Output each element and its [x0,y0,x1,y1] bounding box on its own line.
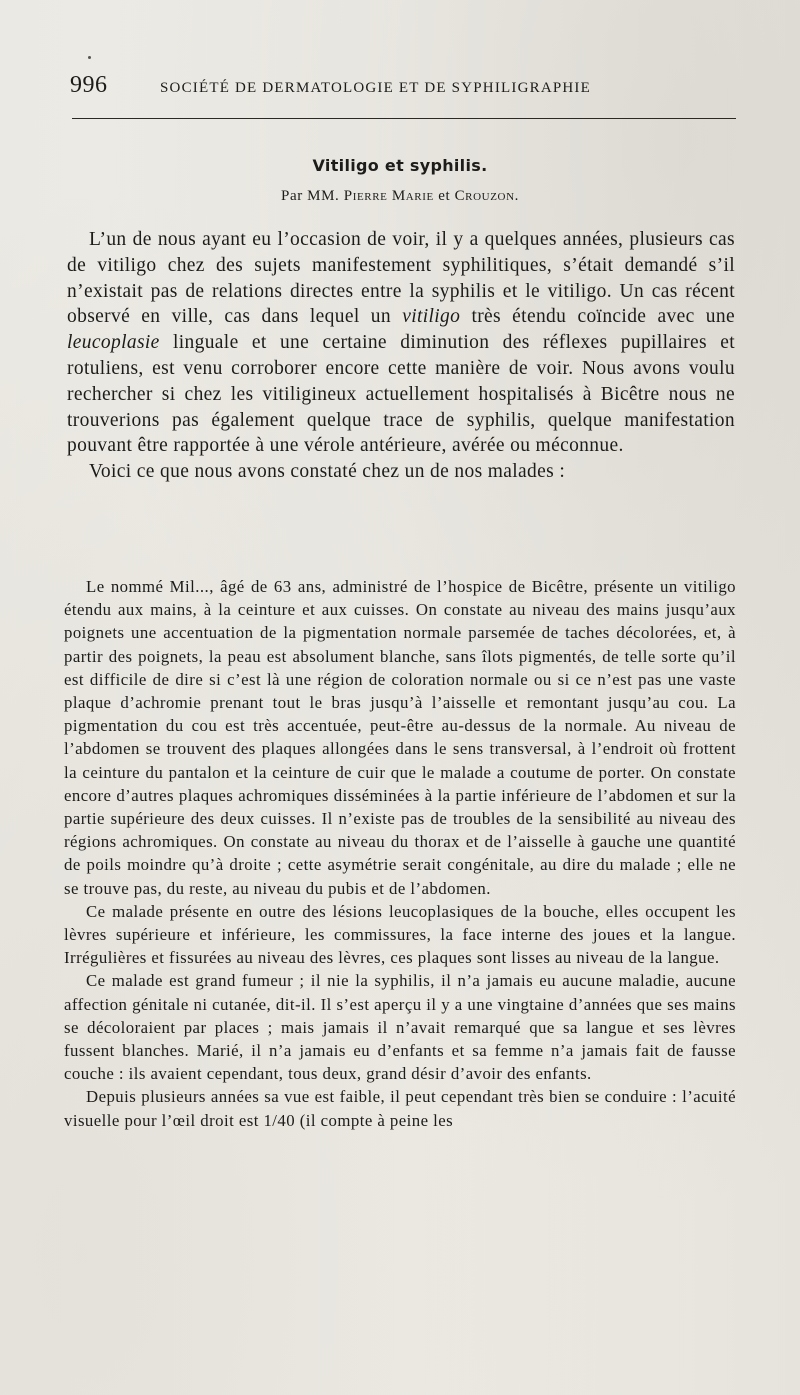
page-number: 996 [70,72,108,98]
intro-text-b: très étendu coïncide avec une [460,306,735,328]
byline-conjunction: et [438,188,451,204]
case-report [64,575,736,1132]
header-rule [72,118,736,119]
intro-text-a: L’un de nous ayant eu l’occasion de voir, il y a quelques années, plusieurs cas de vitiligo chez des sujets manifestement syphilitiques, s’était demandé s’il n’existait pas de relations directes entre la syphilis et le vitiligo. Un cas récent observé en ville, cas dans lequel un [67,229,735,328]
running-head [70,72,740,106]
term-leucoplasie: leucoplasie [67,332,160,354]
introduction [67,227,735,485]
intro-paragraph [67,227,735,459]
intro-lead-in: Voici ce que nous avons constaté chez un de nos malades : [89,461,566,483]
case-paragraph-1: Le nommé Mil..., âgé de 63 ans, administré de l’hospice de Bicêtre, présente un vitiligo étendu aux mains, à la ceinture et aux cuisses. On constate au niveau des mains jusqu’aux poignets une accentuation de la pigmentation normale parsemée de taches décolorées, et, à partir des poignets, la peau est absolument blanche, sans îlots pigmentés, de telle sorte qu’il est difficile de dire si c’est là une région de coloration normale ou si ce n’est pas une vaste plaque d’achromie prenant tout le bras jusqu’à l’aisselle et remontant jusqu’au cou. La pigmentation du cou est très accentuée, peut-être au-dessus de la normale. Au niveau de l’abdomen se trouvent des plaques allongées dans le sens transversal, à l’endroit où frottent la ceinture du pantalon et la ceinture de cuir que le malade a coutume de porter. On constate encore d’autres plaques achromiques disséminées à la partie inférieure de l’abdomen et sur la partie supérieure des deux cuisses. Il n’existe pas de troubles de la sensibilité au niveau des régions achromiques. On constate au niveau du thorax et de l’aisselle à gauche une quantité de poils moindre qu’à droite ; cette asymétrie serait congénitale, au dire du malade ; elle ne se trouve pas, du reste, au niveau du pubis et de l’abdomen. [64,577,736,898]
print-speck [88,56,91,59]
case-paragraph-3: Ce malade est grand fumeur ; il nie la syphilis, il n’a jamais eu aucune maladie, aucune affection génitale ni cutanée, dit-il. Il s’est aperçu il y a une vingtaine d’années que ses mains se décoloraient par places ; mais jamais il n’avait remarqué que sa langue et ses lèvres fussent blanches. Marié, il n’a jamais eu d’enfants et sa femme n’a jamais fait de fausse couche : ils avaient cependant, tous deux, grand désir d’avoir des enfants. [64,971,736,1084]
case-paragraph-2: Ce malade présente en outre des lésions leucoplasiques de la bouche, elles occupent les lèvres supérieure et inférieure, les commissures, la face interne des joues et la langue. Irrégulières et fissurées au niveau des lèvres, ces plaques sont lisses au niveau de la langue. [64,901,736,968]
author-marie: Pierre Marie [343,188,434,204]
byline-prefix: Par MM. [281,188,340,204]
article-title: Vitiligo et syphilis. [312,156,488,175]
byline [0,188,800,205]
term-vitiligo: vitiligo [402,306,461,328]
author-crouzon: Crouzon. [454,188,519,204]
intro-text-c: linguale et une certaine diminution des réflexes pupillaires et rotuliens, est venu corroborer encore cette manière de voir. Nous avons voulu rechercher si chez les vitiligineux actuellement hospitalisés à Bicêtre nous ne trouverions pas également quelque trace de syphilis, quelque manifestation pouvant être rapportée à une vérole antérieure, avérée ou méconnue. [67,332,735,457]
journal-title: SOCIÉTÉ DE DERMATOLOGIE ET DE SYPHILIGRAPHIE [160,80,591,96]
case-paragraph-4: Depuis plusieurs années sa vue est faible, il peut cependant très bien se conduire : l’acuité visuelle pour l’œil droit est 1/40 (il compte à peine les [64,1087,736,1130]
